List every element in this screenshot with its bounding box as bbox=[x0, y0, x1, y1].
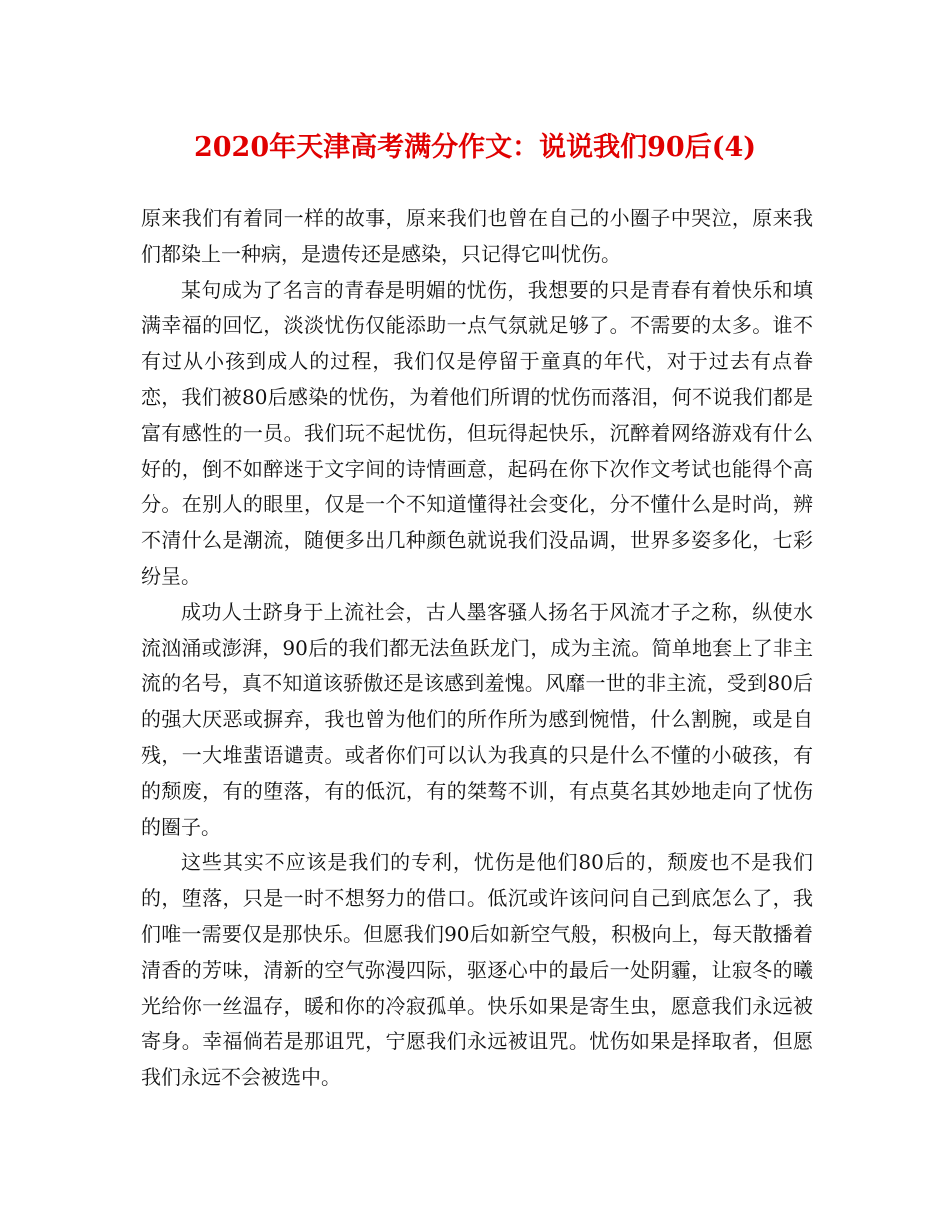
paragraph-4: 这些其实不应该是我们的专利，忧伤是他们80后的，颓废也不是我们的，堕落，只是一时不想努力的借口。低沉或许该问问自己到底怎么了，我们唯一需要仅是那快乐。但愿我们90后如新空气般，积极向上，每天散播着清香的芳味，清新的空气弥漫四际，驱逐心中的最后一处阴霾，让寂冬的曦光给你一丝温存，暖和你的冷寂孤单。快乐如果是寄生虫，愿意我们永远被寄身。幸福倘若是那诅咒，宁愿我们永远被诅咒。忧伤如果是择取者，但愿我们永远不会被选中。 bbox=[141, 850, 813, 1090]
document-body bbox=[141, 201, 813, 1096]
document-title: 2020年天津高考满分作文：说说我们90后(4) bbox=[193, 132, 757, 163]
paragraph-3: 成功人士跻身于上流社会，古人墨客骚人扬名于风流才子之称，纵使水流汹涌或澎湃，90后的我们都无法鱼跃龙门，成为主流。简单地套上了非主流的名号，真不知道该骄傲还是该感到羞愧。风靡一世的非主流，受到80后的强大厌恶或摒弃，我也曾为他们的所作所为感到惋惜，什么割腕，或是自残，一大堆蜚语谴责。或者你们可以认为我真的只是什么不懂的小破孩，有的颓废，有的堕落，有的低沉，有的桀骜不训，有点莫名其妙地走向了忧伤的圈子。 bbox=[141, 599, 813, 839]
paragraph-1: 原来我们有着同一样的故事，原来我们也曾在自己的小圈子中哭泣，原来我们都染上一种病，是遗传还是感染，只记得它叫忧伤。 bbox=[141, 206, 813, 266]
paragraph-2: 某句成为了名言的青春是明媚的忧伤，我想要的只是青春有着快乐和填满幸福的回忆，淡淡忧伤仅能添助一点气氛就足够了。不需要的太多。谁不有过从小孩到成人的过程，我们仅是停留于童真的年代，对于过去有点眷恋，我们被80后感染的忧伤，为着他们所谓的忧伤而落泪，何不说我们都是富有感性的一员。我们玩不起忧伤，但玩得起快乐，沉醉着网络游戏有什么好的，倒不如醉迷于文字间的诗情画意，起码在你下次作文考试也能得个高分。在别人的眼里，仅是一个不知道懂得社会变化，分不懂什么是时尚，辨不清什么是潮流，随便多出几种颜色就说我们没品调，世界多姿多化，七彩纷呈。 bbox=[141, 277, 813, 588]
